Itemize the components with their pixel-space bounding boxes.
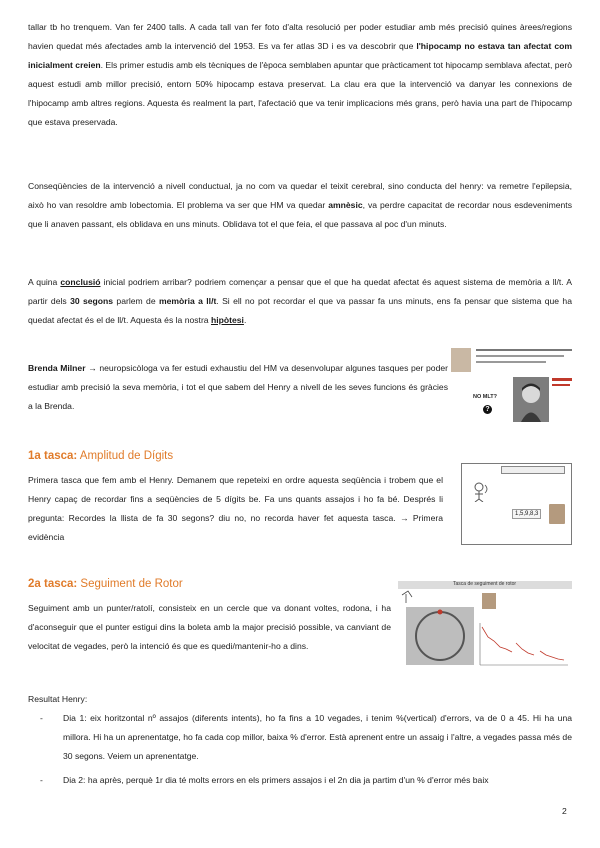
heading-task-1 bbox=[28, 450, 173, 462]
bullet-dash: - bbox=[40, 713, 43, 723]
text-span: → neuropsicòloga va fer estudi exhaustiu del HM va desenvolupar algunes tasques per poder estudiar amb precisió la seva memòria, i tot el que sabem del Henry a nivell de les seves funcions és gràcies a la Brenda. bbox=[28, 363, 449, 411]
digit-sequence: 1,5,9,8,3 bbox=[512, 509, 541, 519]
paragraph-digit-span bbox=[28, 471, 443, 547]
paragraph-rotor bbox=[28, 599, 391, 656]
caption-line bbox=[476, 361, 546, 363]
day3-curve bbox=[540, 651, 564, 660]
text-span: Seguiment amb un punter/ratolí, consisteix en un cercle que va donant voltes, rodona, i ha d'aconseguir que el punter estigui dins la boleta amb la major precisió possible, va canviant de velocitat de vegades, però la intenció és que es quedi/mantenir-ho a dins. bbox=[28, 603, 391, 651]
caption-line bbox=[476, 349, 572, 351]
speaker-sketch-icon bbox=[472, 480, 494, 502]
text-span: inicial podriem arribar? podriem començar a pensar que el que ha quedat afectat és aquest sistema de memòria a ll/t. A partir dels bbox=[28, 277, 572, 306]
bullet-dash: - bbox=[40, 775, 43, 785]
text-span: . Si ell no pot recordar el que va passar fa uns minuts, ens fa pensar que sistema que ha quedat afectat és el de ll/t. Aquesta és la nostra bbox=[28, 296, 572, 325]
day1-curve bbox=[482, 627, 512, 652]
text-span: . bbox=[243, 315, 247, 325]
bold-text: 30 segons bbox=[70, 296, 114, 306]
no-mlt-label: NO MLT? bbox=[473, 394, 498, 400]
rotor-tracking-figure bbox=[398, 581, 572, 668]
henry-photo bbox=[549, 504, 565, 524]
text-span: A quina bbox=[28, 277, 61, 287]
red-caption bbox=[552, 384, 570, 386]
heading-rest: Amplitud de Dígits bbox=[77, 450, 174, 462]
text-span: parlem de bbox=[113, 296, 159, 306]
text-span: . Els primer estudis amb els tècniques de l'època semblaben apuntar que pràcticament tot hipocamp semblava afectat, però aquest estudi amb millor precisió, entorn 50% hipocamp estava preservat. La clau era que la intervenció va danyar les connexions de l'hipocamp amb altres regions. Aquesta és realment la part, l'afectació que va tenir implicacions més grans, però havia una part de l'hipocamp que estava preservada. bbox=[28, 60, 572, 127]
paragraph-hippocampus-study bbox=[28, 18, 572, 132]
text-span: tallar tb ho trenquem. Van fer 2400 talls. A cada tall van fer foto d'alta resolució per poder estudiar amb més precisió quines àrees/regions havien quedat més afectades amb la intervenció del 1953. Es va fer atlas 3D i es va descobrir que bbox=[28, 22, 572, 51]
portrait-icon bbox=[513, 377, 549, 422]
paragraph-brenda-milner bbox=[28, 359, 448, 416]
sketch-icon bbox=[402, 591, 412, 603]
list-item bbox=[40, 771, 572, 790]
caption-line bbox=[476, 355, 564, 357]
day2-curve bbox=[516, 643, 534, 655]
bold-text: l'hipocamp no estava tan afectat com inicialment creien bbox=[28, 41, 572, 70]
henry-photo bbox=[482, 593, 496, 609]
underlined-text: hipòtesi bbox=[210, 315, 244, 325]
bold-text: memòria a ll/t bbox=[158, 296, 217, 306]
list-item-text: Dia 1: eix horitzontal nº assajos (diferents intents), ho fa fins a 10 vegades, i tenim %(vertical) d'errors, va de 0 a 45. Hi ha una millora. Hi ha un aprenentatge, ho fa cada cop millor, baixa % d'error. Està aprenent entre un assaig i l'altre, a vegades passa més de 30 segons. Veiem un aprenentatge. bbox=[63, 713, 572, 761]
digit-span-figure bbox=[461, 463, 572, 545]
paragraph-consequences bbox=[28, 177, 572, 234]
text-span: Resultat Henry: bbox=[28, 694, 88, 704]
bold-text: Brenda Milner bbox=[28, 363, 86, 373]
text-span: Conseqüències de la intervenció a nivell conductual, ja no com va quedar el teixit cerebral, sino conducta del henry: va remetre l'epilepsia, això ho van resoldre amb lobectomia. El problema va ser que HM va quedar bbox=[28, 181, 572, 210]
figure-title: Tasca de seguiment de rotor bbox=[453, 581, 517, 587]
heading-task-2 bbox=[28, 578, 183, 590]
rotor-diagram bbox=[398, 589, 572, 668]
text-span: Primera tasca que fem amb el Henry. Demanem que repeteixi en ordre aquesta seqüència i trobem que el Henry capaç de recordar fins a seqüències de 5 dígits be. Fa uns quants assajos i ho fa bé. Després li pregunta: Recordes la llista de fa 30 segons? diu no, no recorda haver fet aquesta tasca. → Primera evidència bbox=[28, 475, 443, 542]
henry-photo-small bbox=[451, 348, 471, 372]
paragraph-conclusion bbox=[28, 273, 572, 330]
heading-bold: 1a tasca: bbox=[28, 450, 78, 462]
paragraph-results-label bbox=[28, 690, 572, 709]
heading-bold: 2a tasca: bbox=[28, 578, 78, 590]
underlined-text: conclusió bbox=[60, 277, 101, 287]
figure-title-bar bbox=[501, 466, 565, 474]
red-caption bbox=[552, 378, 572, 381]
heading-rest: Seguiment de Rotor bbox=[77, 578, 183, 590]
page-number: 2 bbox=[562, 806, 567, 816]
list-item-text: Dia 2: ha après, perquè 1r dia té molts errors en els primers assajos i el 2n dia ja partim d'un % d'error més baix bbox=[63, 775, 489, 785]
list-item bbox=[40, 709, 572, 766]
bold-text: amnèsic bbox=[328, 200, 363, 210]
brenda-milner-photo bbox=[513, 377, 549, 422]
text-span: , va perdre capacitat de recordar nous esdeveniments que li anaven passant, els oblidava en uns minuts. Oblidava tot el que feia, el que passava al poc d'un minuts. bbox=[28, 200, 572, 229]
question-icon: ? bbox=[483, 405, 492, 414]
rotor-target-dot bbox=[438, 610, 443, 615]
